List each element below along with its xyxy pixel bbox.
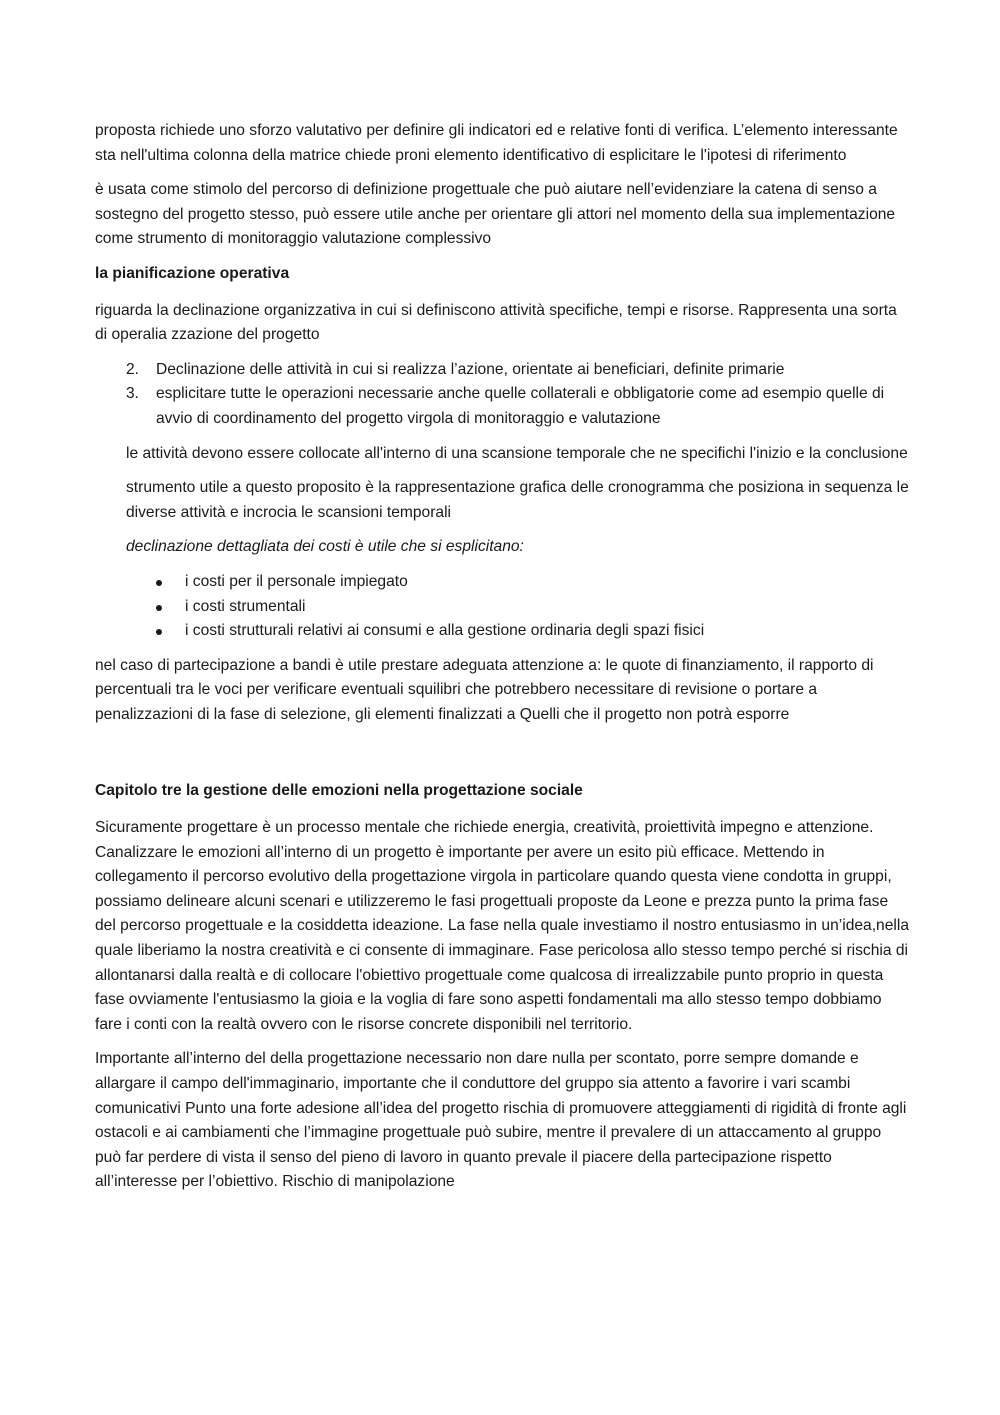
numbered-list-item [95,358,911,383]
list-item-text: i costi strumentali [185,597,306,615]
paragraph-organizational-declination: riguarda la declinazione organizzativa in cui si definiscono attività specifiche, tempi e risorse. Rappresenta una sorta di operalia zzazione del progetto [95,301,897,344]
list-item-text: esplicitare tutte le operazioni necessarie anche quelle collaterali e obbligatorie come ad esempio quelle di avvio di coordinamento del progetto virgola di monitoraggio e valutazione [156,385,885,427]
list-number: 2. [126,360,140,378]
list-item-text: i costi per il personale impiegato [185,572,408,590]
paragraph-ideation: Sicuramente progettare è un processo mentale che richiede energia, creatività, proiettività impegno e attenzione. Canalizzare le emozioni all’interno di un progetto è importante per avere un esito più efficace. Mettendo in collegamento il percorso evolutivo della progettazione virgola in particolare quando questa viene condotta in gruppi, possiamo delineare alcuni scenari e utilizzeremo le fasi progettuali proposte da Leone e prezza punto la prima fase del percorso progettuale e la cosiddetta ideazione. La fase nella quale investiamo il nostro entusiasmo in un’idea,nella quale liberiamo la nostra creatività e ci consente di immaginare. Fase pericolosa allo stesso tempo perché si rischia di allontanarsi dalla realtà e di collocare l'obiettivo progettuale come qualcosa di irrealizzabile punto proprio in questa fase ovviamente l'entusiasmo la gioia e la voglia di fare sono aspetti fondamentali ma allo stesso tempo dobbiamo fare i conti con la realtà ovvero con le risorse concrete disponibili nel territorio. [95,819,909,1033]
paragraph-chronogram-tool: strumento utile a questo proposito è la rappresentazione grafica delle cronogramma che posiziona in sequenza le diverse attività e incrocia le scansioni temporali [126,479,909,521]
bullet-icon [156,580,162,586]
bullet-list-costs [95,570,911,644]
list-number: 3. [126,385,140,403]
bullet-list-item [95,619,911,644]
numbered-list-activities [95,358,911,432]
bullet-list-item [95,595,911,620]
paragraph-time-scansion: le attività devono essere collocate all'interno di una scansione temporale che ne specifichi l'inizio e la conclusione [126,444,908,462]
paragraph-matrix-usage: è usata come stimolo del percorso di definizione progettuale che può aiutare nell’evidenziare la catena di senso a sostegno del progetto stesso, può essere utile anche per orientare gli attori nel momento della sua implementazione come strumento di monitoraggio valutazione complessivo [95,181,896,248]
section-heading-operational-planning: la pianificazione operativa [95,264,290,282]
paragraph-group-conduct: Importante all’interno del della progettazione necessario non dare nulla per scontato, porre sempre domande e allargare il campo dell'immaginario, importante che il conduttore del gruppo sia attento a favorire i vari scambi comunicativi Punto una forte adesione all’idea del progetto rischia di promuovere atteggiamenti di rigidità di fronte agli ostacoli e ai cambiamenti che l’immagine progettuale può subire, mentre il prevalere di un attaccamento al gruppo può far perdere di vista il senso del pieno di lavoro in quanto prevale il piacere della partecipazione rispetto all’interesse per l’obiettivo. Rischio di manipolazione [95,1050,907,1191]
list-item-text: Declinazione delle attività in cui si realizza l’azione, orientate ai beneficiari, definite primarie [156,360,785,378]
section-spacer [95,737,911,779]
bullet-icon [156,605,162,611]
document-page [95,119,911,1205]
bullet-icon [156,629,162,635]
numbered-list-item [95,382,911,431]
paragraph-matrix-proposal: proposta richiede uno sforzo valutativo per definire gli indicatori ed e relative fonti di verifica. L’elemento interessante sta nell'ultima colonna della matrice chiede proni elemento identificativo di esplicitare le l'ipotesi di riferimento [95,122,898,164]
list-item-text: i costi strutturali relativi ai consumi e alla gestione ordinaria degli spazi fisici [185,622,705,640]
paragraph-tenders: nel caso di partecipazione a bandi è utile prestare adeguata attenzione a: le quote di finanziamento, il rapporto di percentuali tra le voci per verificare eventuali squilibri che potrebbero necessitare di revisione o portare a penalizzazioni di la fase di selezione, gli elementi finalizzati a Quelli che il progetto non potrà esporre [95,656,874,723]
chapter-heading-emotions: Capitolo tre la gestione delle emozioni nella progettazione sociale [95,782,583,800]
paragraph-costs-intro: declinazione dettagliata dei costi è utile che si esplicitano: [126,538,524,556]
bullet-list-item [95,570,911,595]
